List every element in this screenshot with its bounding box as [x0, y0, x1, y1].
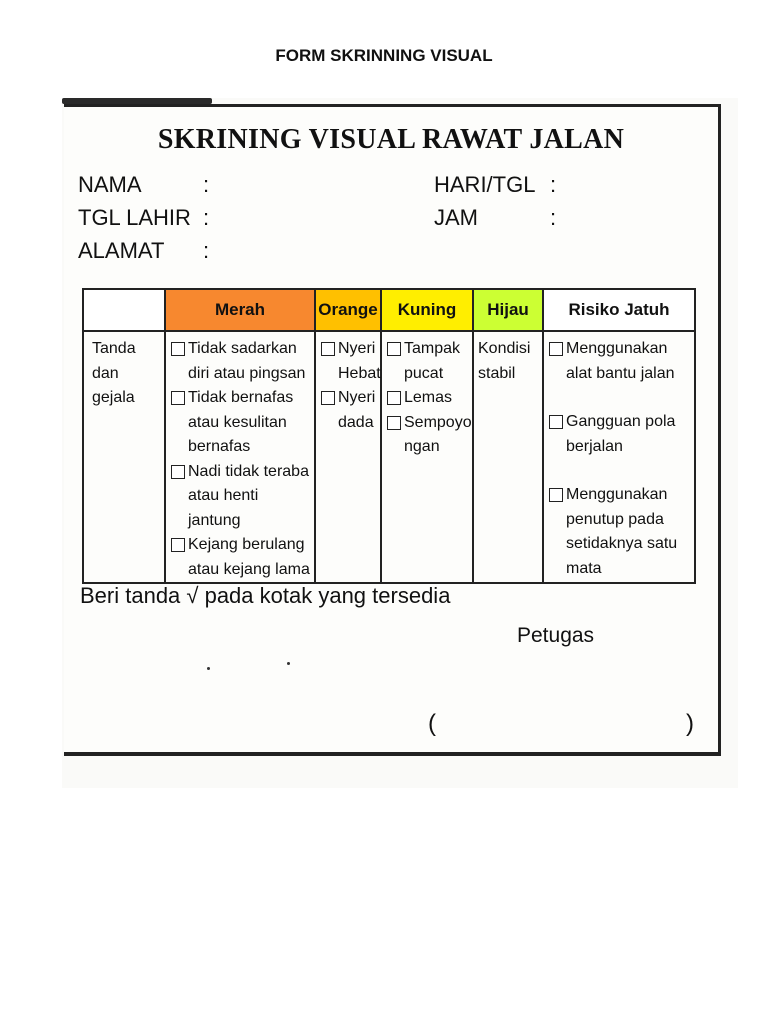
triage-table — [82, 288, 696, 584]
field-tgl-lahir-colon: : — [203, 205, 210, 230]
field-tgl-lahir-label: TGL LAHIR — [78, 205, 191, 230]
row-label-cell — [83, 331, 165, 583]
petugas-label: Petugas — [517, 624, 595, 647]
header-orange: Orange — [315, 289, 381, 331]
checkbox-gangguan-pola-berjalan[interactable] — [549, 415, 563, 429]
orange-cell — [315, 331, 381, 583]
checkbox-alat-bantu-jalan[interactable] — [549, 342, 563, 356]
scan-speck — [207, 667, 210, 670]
field-alamat-colon: : — [203, 238, 210, 263]
scan-speck — [287, 662, 290, 665]
row-label: Tanda dan gejala — [92, 340, 136, 406]
kuning-cell — [381, 331, 473, 583]
page-title: FORM SKRINNING VISUAL — [275, 46, 493, 65]
kuning-item-1: Tampak pucat — [404, 340, 461, 382]
field-nama-label: NAMA — [78, 172, 142, 197]
merah-item-1: Tidak sadarkan diri atau pingsan — [188, 340, 306, 382]
merah-cell — [165, 331, 315, 583]
form-heading: SKRINING VISUAL RAWAT JALAN — [157, 124, 625, 155]
instruction-note: Beri tanda √ pada kotak yang tersedia — [80, 583, 451, 608]
table-header-row — [83, 289, 695, 331]
checkbox-tampak-pucat[interactable] — [387, 342, 401, 356]
risiko-item-2: Gangguan pola berjalan — [566, 413, 676, 455]
field-jam — [434, 205, 557, 231]
checkbox-penutup-mata[interactable] — [549, 488, 563, 502]
signature-open-paren: ( — [428, 710, 436, 737]
checkbox-kejang[interactable] — [171, 538, 185, 552]
orange-item-1: Nyeri Hebat — [338, 340, 381, 382]
header-hijau: Hijau — [473, 289, 543, 331]
field-tgl-lahir — [78, 205, 210, 231]
header-kuning: Kuning — [381, 289, 473, 331]
checkbox-tidak-sadarkan-diri[interactable] — [171, 342, 185, 356]
merah-item-3: Nadi tidak teraba atau henti jantung — [188, 462, 309, 529]
table-row — [83, 331, 695, 583]
orange-item-2: Nyeri dada — [338, 389, 376, 431]
hijau-cell — [473, 331, 543, 583]
checkbox-nyeri-dada[interactable] — [321, 391, 335, 405]
checkbox-lemas[interactable] — [387, 391, 401, 405]
merah-item-4: Kejang berulang atau kejang lama — [188, 536, 310, 578]
risiko-jatuh-cell — [543, 331, 695, 583]
field-jam-colon: : — [550, 205, 557, 230]
field-alamat — [78, 238, 210, 264]
risiko-item-3: Menggunakan penutup pada setidaknya satu mata — [566, 486, 678, 577]
header-risiko-jatuh: Risiko Jatuh — [543, 289, 695, 331]
header-blank — [83, 289, 165, 331]
checkbox-sempoyongan[interactable] — [387, 416, 401, 430]
checkbox-nadi-tidak-teraba[interactable] — [171, 465, 185, 479]
field-nama-colon: : — [203, 172, 210, 197]
field-jam-label: JAM — [434, 205, 478, 230]
signature-close-paren: ) — [686, 710, 694, 737]
field-hari-tgl-label: HARI/TGL — [434, 172, 536, 197]
field-nama — [78, 172, 210, 198]
risiko-item-1: Menggunakan alat bantu jalan — [566, 340, 675, 382]
checkbox-tidak-bernafas[interactable] — [171, 391, 185, 405]
field-hari-tgl — [434, 172, 557, 198]
field-alamat-label: ALAMAT — [78, 238, 165, 263]
merah-item-2: Tidak bernafas atau kesulitan bernafas — [188, 389, 294, 455]
header-merah: Merah — [165, 289, 315, 331]
checkbox-nyeri-hebat[interactable] — [321, 342, 335, 356]
kuning-item-3: Sempoyo ngan — [404, 413, 472, 455]
field-hari-tgl-colon: : — [550, 172, 557, 197]
hijau-text: Kondisi stabil — [478, 340, 531, 382]
kuning-item-2: Lemas — [404, 389, 453, 406]
